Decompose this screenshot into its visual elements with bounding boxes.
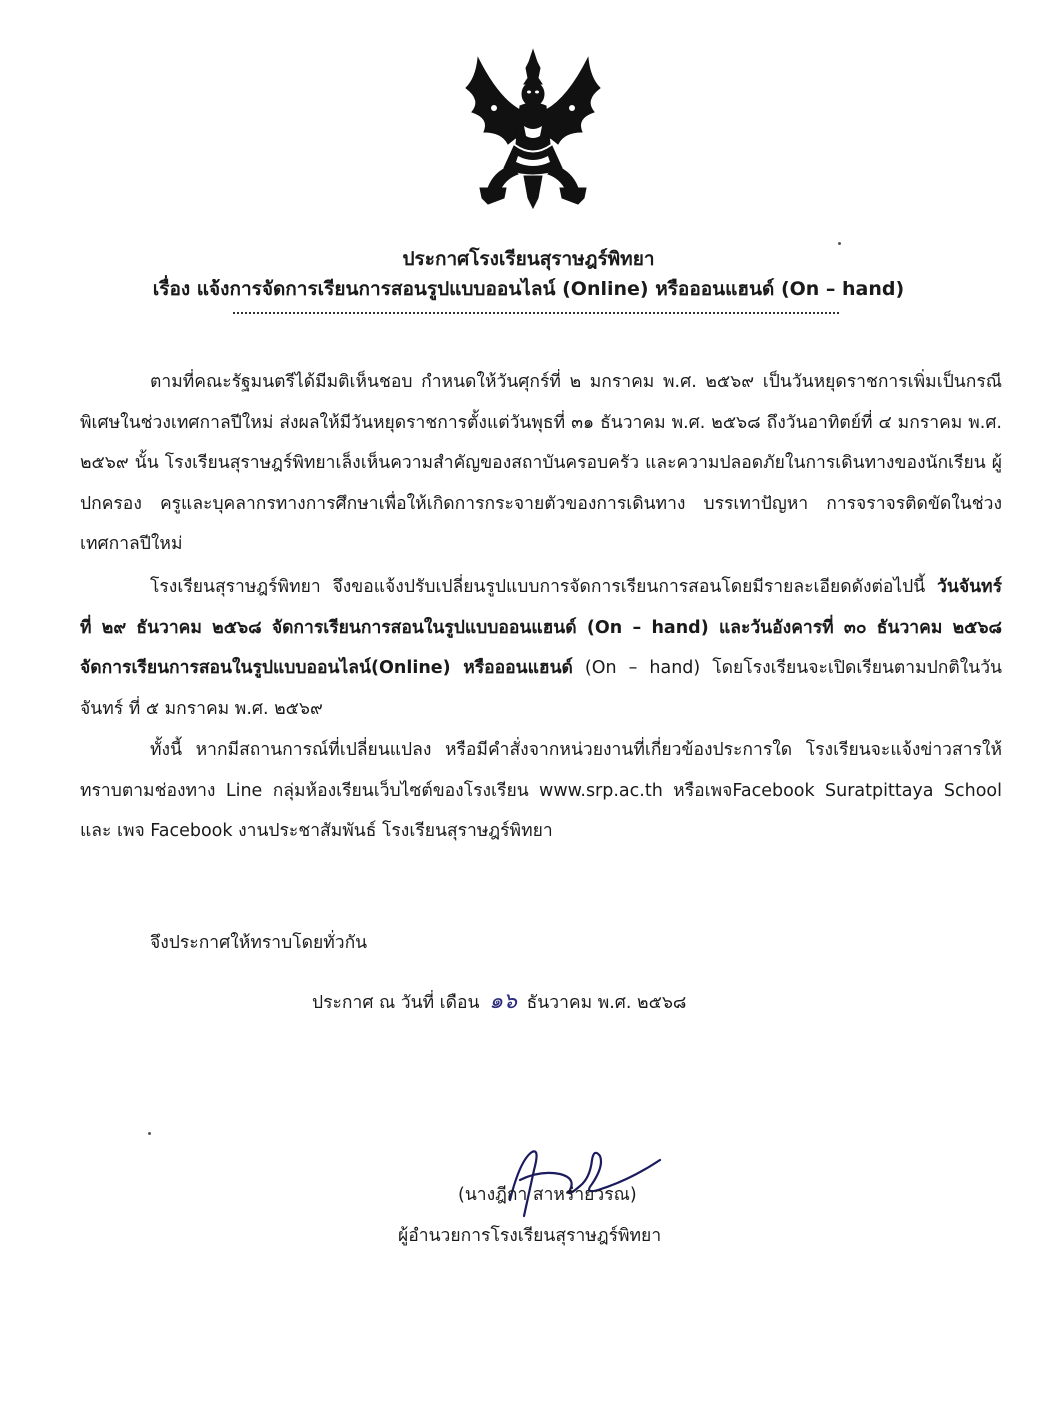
announcement-subject: เรื่อง แจ้งการจัดการเรียนการสอนรูปแบบออนไลน์ (Online) หรือออนแฮนด์ (On – hand) xyxy=(152,278,905,300)
dotted-divider xyxy=(233,312,839,314)
date-suffix: ธันวาคม พ.ศ. ๒๕๖๘ xyxy=(526,993,687,1013)
paragraph-2 xyxy=(80,567,1002,729)
paragraph-2-intro: โรงเรียนสุราษฎร์พิทยา จึงขอแจ้งปรับเปลี่ยนรูปแบบการจัดการเรียนการสอนโดยมีรายละเอียดดังต่อไปนี้ xyxy=(150,577,938,597)
announcement-date xyxy=(312,983,686,1018)
scan-speck xyxy=(838,242,841,245)
paragraph-2-end: (On – hand) โดยโรงเรียนจะเปิดเรียนตามปกติในวันจันทร์ ที่ ๕ มกราคม พ.ศ. ๒๕๖๙ xyxy=(80,658,1003,719)
signer-name: (นางฎีกา สาหร่ายวรณ) xyxy=(458,1185,637,1205)
garuda-emblem-icon xyxy=(458,48,608,210)
paragraph-2-schedule: วันจันทร์ ที่ ๒๙ ธันวาคม ๒๕๖๘ จัดการเรียนการสอนในรูปแบบออนแฮนด์ (On – hand) และวันอังคารที่ ๓๐ ธันวาคม ๒๕๖๘ จัดการเรียนการสอนในรูปแบบออนไลน์(Online) หรือออนแฮนด์ xyxy=(80,577,1002,678)
closing-line: จึงประกาศให้ทราบโดยทั่วกัน xyxy=(150,933,368,953)
scan-speck xyxy=(148,1132,151,1135)
signer-position: ผู้อำนวยการโรงเรียนสุราษฎร์พิทยา xyxy=(398,1226,662,1246)
date-prefix: ประกาศ ณ วันที่ เดือน xyxy=(312,993,480,1013)
paragraph-1: ตามที่คณะรัฐมนตรีได้มีมติเห็นชอบ กำหนดให้วันศุกร์ที่ ๒ มกราคม พ.ศ. ๒๕๖๙ เป็นวันหยุดราชการเพิ่มเป็นกรณีพิเศษในช่วงเทศกาลปีใหม่ ส่งผลให้มีวันหยุดราชการตั้งแต่วันพุธที่ ๓๑ ธันวาคม พ.ศ. ๒๕๖๘ ถึงวันอาทิตย์ที่ ๔ มกราคม พ.ศ. ๒๕๖๙ นั้น โรงเรียนสุราษฎร์พิทยาเล็งเห็นความสำคัญของสถาบันครอบครัว และความปลอดภัยในการเดินทางของนักเรียน ผู้ปกครอง ครูและบุคลากรทางการศึกษาเพื่อให้เกิดการกระจายตัวของการเดินทาง บรรเทาปัญหา การจราจรติดขัดในช่วงเทศกาลปีใหม่ xyxy=(80,372,1002,554)
announcement-title: ประกาศโรงเรียนสุราษฎร์พิทยา xyxy=(402,248,655,270)
date-day: ๑๖ xyxy=(489,989,518,1014)
paragraph-3: ทั้งนี้ หากมีสถานการณ์ที่เปลี่ยนแปลง หรือมีคำสั่งจากหน่วยงานที่เกี่ยวข้องประการใด โรงเรียนจะแจ้งข่าวสารให้ทราบตามช่องทาง Line กลุ่มห้องเรียนเว็บไซต์ของโรงเรียน www.srp.ac.th หรือเพจFacebook Suratpittaya School และ เพจ Facebook งานประชาสัมพันธ์ โรงเรียนสุราษฎร์พิทยา xyxy=(80,740,1002,841)
